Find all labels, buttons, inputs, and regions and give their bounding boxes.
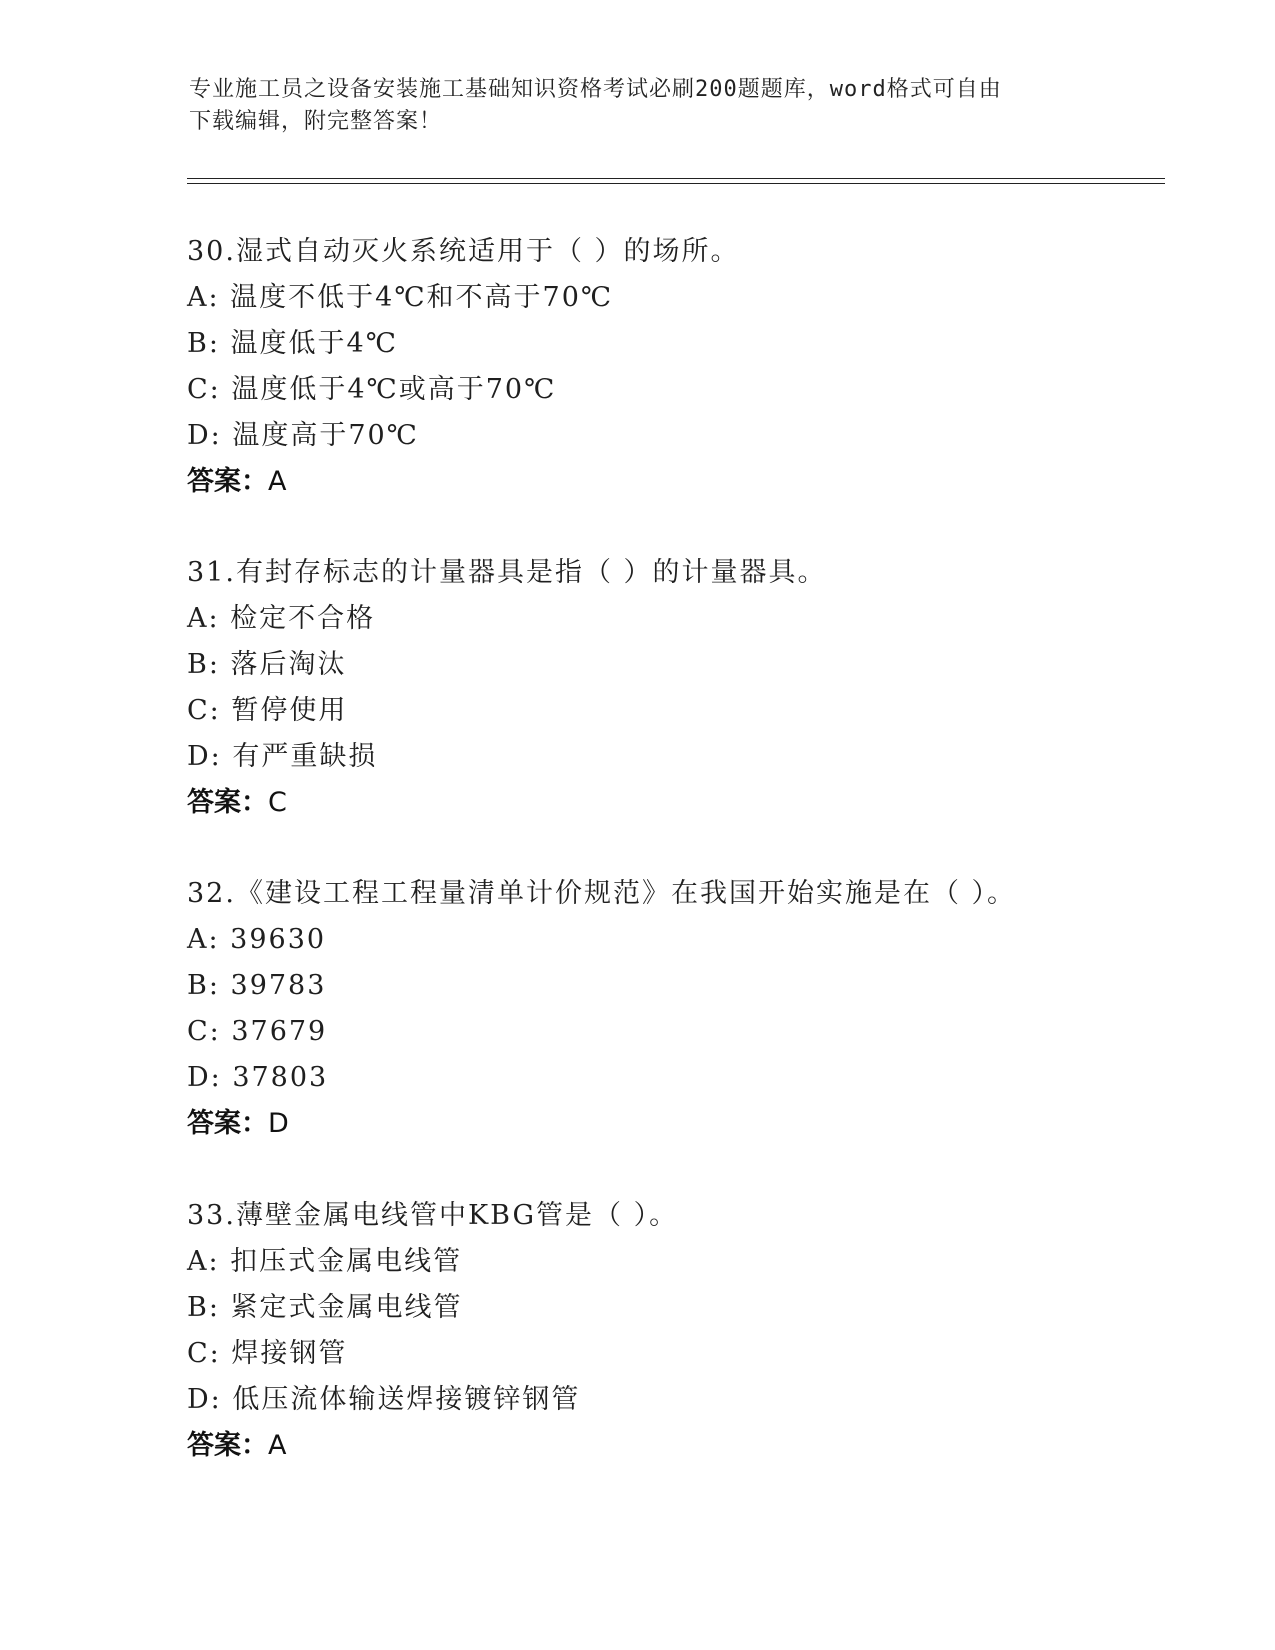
option-a: A: 检定不合格 xyxy=(187,603,376,634)
option-b: B: 39783 xyxy=(187,970,327,1001)
question-30 xyxy=(187,229,1187,505)
option-d: D: 低压流体输送焊接镀锌钢管 xyxy=(187,1384,581,1415)
question-32 xyxy=(187,871,1187,1147)
answer-value: A xyxy=(268,1430,287,1461)
option-a: A: 扣压式金属电线管 xyxy=(187,1246,463,1277)
option-d: D: 37803 xyxy=(187,1062,329,1093)
option-b: B: 落后淘汰 xyxy=(187,649,347,680)
question-stem: 30.湿式自动灭火系统适用于（ ）的场所。 xyxy=(187,236,740,267)
option-d: D: 温度高于70℃ xyxy=(187,420,419,451)
answer-label: 答案： xyxy=(187,466,268,497)
answer-line xyxy=(187,459,1187,505)
option-b: B: 紧定式金属电线管 xyxy=(187,1292,463,1323)
answer-label: 答案： xyxy=(187,1108,268,1139)
option-c: C: 温度低于4℃或高于70℃ xyxy=(187,374,557,405)
option-c: C: 37679 xyxy=(187,1016,328,1047)
answer-label: 答案： xyxy=(187,1430,268,1461)
option-c: C: 焊接钢管 xyxy=(187,1338,348,1369)
answer-value: C xyxy=(268,787,287,818)
question-31 xyxy=(187,550,1187,826)
option-c: C: 暂停使用 xyxy=(187,695,348,726)
answer-line xyxy=(187,1101,1187,1147)
answer-line xyxy=(187,780,1187,826)
question-stem: 32.《建设工程工程量清单计价规范》在我国开始实施是在（ ）。 xyxy=(187,878,1017,909)
answer-label: 答案： xyxy=(187,787,268,818)
document-header xyxy=(189,74,1089,138)
option-b: B: 温度低于4℃ xyxy=(187,328,398,359)
answer-value: D xyxy=(268,1108,289,1139)
question-stem: 31.有封存标志的计量器具是指（ ）的计量器具。 xyxy=(187,557,827,588)
answer-line xyxy=(187,1423,1187,1469)
header-divider-bottom xyxy=(187,183,1165,184)
question-33 xyxy=(187,1193,1187,1469)
answer-value: A xyxy=(268,466,287,497)
header-line-2: 下载编辑，附完整答案！ xyxy=(189,109,443,134)
option-d: D: 有严重缺损 xyxy=(187,741,378,772)
option-a: A: 39630 xyxy=(187,924,327,955)
option-a: A: 温度不低于4℃和不高于70℃ xyxy=(187,282,614,313)
question-stem: 33.薄壁金属电线管中KBG管是（ ）。 xyxy=(187,1200,679,1231)
header-divider-top xyxy=(187,178,1165,179)
header-line-1: 专业施工员之设备安装施工基础知识资格考试必刷200题题库，word格式可自由 xyxy=(189,77,1002,102)
